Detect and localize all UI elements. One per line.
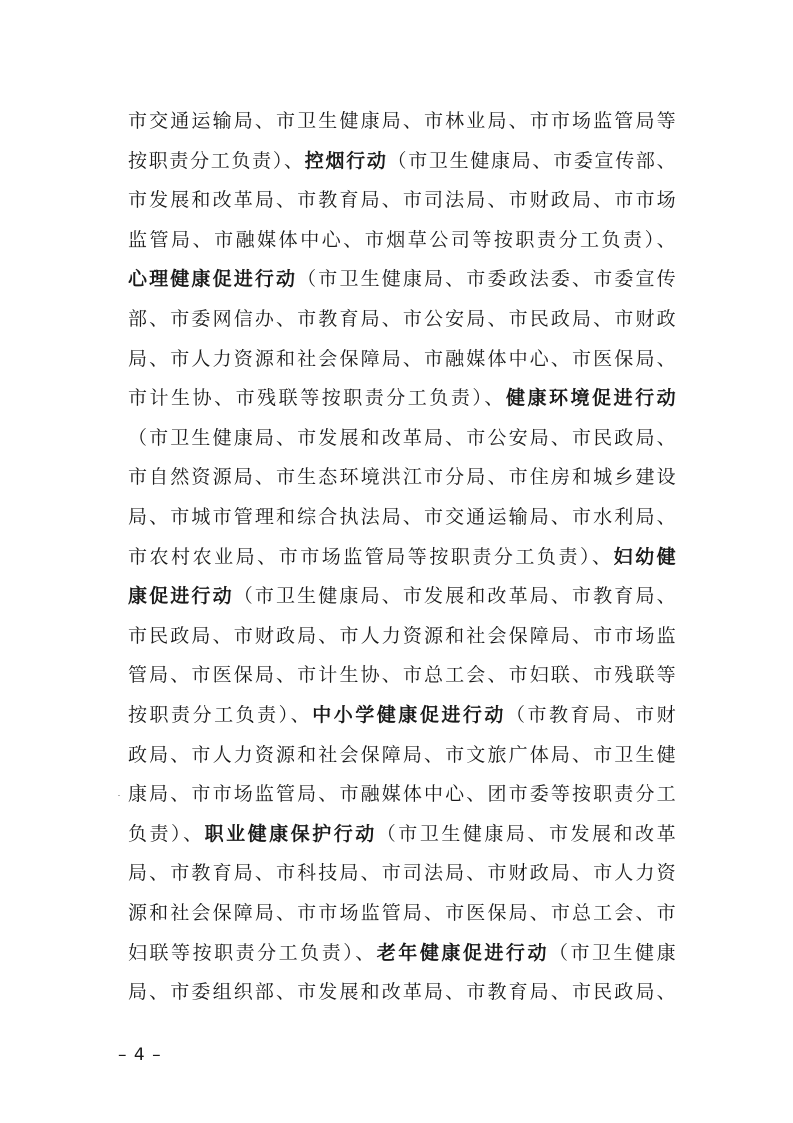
text-run: 按职责分工负责）、 [128,704,313,726]
text-line [128,820,676,848]
text-run: 局、市教育局、市科技局、市司法局、市财政局、市人力资 [128,862,676,885]
text-line [128,345,676,373]
text-line [128,384,676,412]
text-line [128,622,676,650]
text-line [128,741,676,769]
text-run: 市民政局、市财政局、市人力资源和社会保障局、市市场监 [128,624,676,647]
action-heading: 老年健康促进行动 [376,941,549,964]
text-run: 康局、市市场监管局、市融媒体中心、团市委等按职责分工 [128,783,676,806]
text-line [128,186,676,214]
text-run: 部、市委网信办、市教育局、市公安局、市民政局、市财政 [128,308,676,330]
text-line [128,107,676,135]
text-line [128,978,676,1006]
text-run: 管局、市医保局、市计生协、市总工会、市妇联、市残联等 [128,664,676,687]
text-run: （市卫生健康局、市发展和改革局、市教育局、 [233,585,676,608]
text-line [128,503,676,531]
text-line [128,463,676,491]
text-line [128,859,676,887]
text-run: （市教育局、市财 [505,704,676,726]
text-line [128,780,676,808]
text-run: 按职责分工负责）、 [128,149,305,172]
scan-speck [118,795,120,796]
action-heading: 职业健康保护行动 [204,822,377,845]
text-run: （市卫生健康 [548,941,676,964]
page-number: – 4 – [118,1045,162,1065]
text-line [128,582,676,610]
text-run: 市交通运输局、市卫生健康局、市林业局、市市场监管局等 [128,110,676,132]
text-run: （市卫生健康局、市发展和改革局、市公安局、市民政局、 [128,426,676,449]
text-run: 负责）、 [128,822,205,845]
text-line [128,147,676,175]
text-run: 局、市委组织部、市发展和改革局、市教育局、市民政局、 [128,981,676,1004]
text-run: 局、市城市管理和综合执法局、市交通运输局、市水利局、 [128,506,676,528]
text-line [128,305,676,333]
action-heading: 控烟行动 [304,149,388,172]
text-run: 市自然资源局、市生态环境洪江市分局、市住房和城乡建设 [128,466,676,489]
text-run: 监管局、市融媒体中心、市烟草公司等按职责分工负责）、 [128,228,676,251]
text-run: 政局、市人力资源和社会保障局、市文旅广体局、市卫生健 [128,743,676,766]
text-line [128,543,676,571]
text-line [128,424,676,452]
text-run: 市农村农业局、市市场监管局等按职责分工负责）、 [128,545,614,568]
text-run: 局、市人力资源和社会保障局、市融媒体中心、市医保局、 [128,347,676,370]
text-line [128,939,676,967]
text-run: （市卫生健康局、市委宣传部、 [387,149,676,172]
action-heading: 妇幼健 [613,545,677,568]
text-run: 妇联等按职责分工负责）、 [128,941,377,964]
text-line [128,265,676,293]
text-line [128,899,676,927]
action-heading: 中小学健康促进行动 [312,704,506,726]
text-line [128,701,676,729]
action-heading: 健康环境促进行动 [505,387,677,410]
text-line [128,226,676,254]
text-run: （市卫生健康局、市委政法委、市委宣传 [297,268,677,291]
action-heading: 康促进行动 [128,585,234,608]
text-run: （市卫生健康局、市发展和改革 [376,822,676,845]
text-run: 市计生协、市残联等按职责分工负责）、 [128,387,506,410]
text-line [128,661,676,689]
action-heading: 心理健康促进行动 [128,268,298,291]
text-run: 源和社会保障局、市市场监管局、市医保局、市总工会、市 [128,902,676,924]
text-run: 市发展和改革局、市教育局、市司法局、市财政局、市市场 [128,189,676,212]
